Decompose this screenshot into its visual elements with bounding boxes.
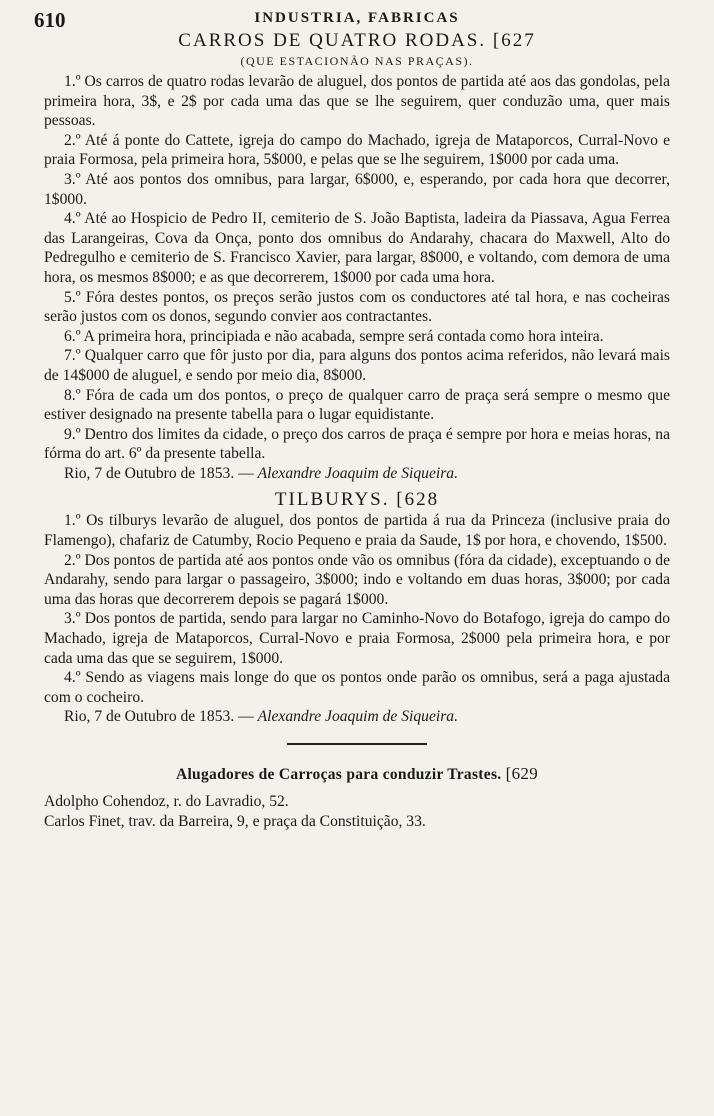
section-628-number: [628	[396, 489, 440, 511]
section-627-number: [627	[492, 30, 536, 51]
section-627-subtitle: (QUE ESTACIONÃO NAS PRAÇAS).	[240, 54, 474, 68]
paragraph-627-2: 2.º Até á ponte do Cattete, igreja do campo do Machado, igreja de Mataporcos, Curral-Novo e praia Formosa, pela primeira hora, 5$000, e pelas que se lhe seguirem, 1$000 por cada uma.	[44, 131, 670, 169]
running-head-title: INDUSTRIA, FABRICAS	[254, 10, 460, 26]
running-head	[34, 6, 670, 32]
signature-627	[44, 464, 670, 484]
section-628-title: TILBURYS.	[274, 489, 390, 511]
paragraph-628-4: 4.º Sendo as viagens mais longe do que os pontos onde parão os omnibus, será a paga ajustada com o cocheiro.	[44, 669, 670, 706]
paragraph-627-7: 7.º Qualquer carro que fôr justo por dia, para alguns dos pontos acima referidos, não levará mais de 14$000 de aluguel, e sendo por meio dia, 8$000.	[44, 347, 670, 384]
paragraph-627-4: 4.º Até ao Hospicio de Pedro II, cemiterio de S. João Baptista, ladeira da Piassava, Agua Ferrea das Larangeiras, Cova da Onça, ponto dos omnibus do Andarahy, chacara do Maxwell, Alto do Pedregulho e cemiterio de S. Francisco Xavier, para largar, 8$000, e voltando, com demora de uma hora, os mesmos 8$000; e as que decorrerem, 1$000 por cada uma hora.	[44, 210, 670, 286]
paragraph-628-2: 2.º Dos pontos de partida até aos pontos onde vão os omnibus (fóra da cidade), exceptuando o de Andarahy, sendo para largar o passageiro, 3$000; indo e voltando em duas horas, 3$000; por cada uma das horas que decorrerem depois se pagará 1$000.	[44, 551, 670, 608]
signature-628-name: Alexandre Joaquim de Siqueira.	[257, 708, 458, 726]
section-628-heading	[44, 489, 670, 511]
paragraph-627-8: 8.º Fóra de cada um dos pontos, o preço de qualquer carro de praça será sempre o mesmo que estiver designado na presente tabella para o lugar equidistante.	[44, 386, 670, 424]
paragraph-627-3: 3.º Até aos pontos dos omnibus, para largar, 6$000, e, esperando, por cada hora que decorrer, 1$000.	[44, 170, 670, 208]
section-divider	[287, 743, 427, 745]
section-627-heading	[44, 30, 670, 52]
paragraph-627-9: 9.º Dentro dos limites da cidade, o preço dos carros de praça é sempre por hora e meias horas, na fórma do art. 6º da presente tabella.	[44, 425, 670, 463]
section-627-title: CARROS DE QUATRO RODAS.	[178, 30, 487, 51]
paragraph-627-6: 6.º A primeira hora, principiada e não acabada, sempre será contada como hora inteira.	[64, 327, 604, 345]
paragraph-627-1: 1.º Os carros de quatro rodas levarão de aluguel, dos pontos de partida até aos das gondolas, pela primeira hora, 3$, e 2$ por cada uma das que se lhe seguirem, quer conduzão uma, quer mais pessoas.	[44, 73, 670, 130]
paragraph-628-3: 3.º Dos pontos de partida, sendo para largar no Caminho-Novo do Botafogo, igreja do campo do Machado, igreja de Mataporcos, Curral-Novo e praia Formosa, 2$000 pela primeira hora, e por cada uma das que se seguirem, 1$000.	[44, 610, 670, 667]
signature-628	[44, 707, 670, 727]
section-629-title: Alugadores de Carroças para conduzir Trastes.	[175, 766, 502, 783]
signature-628-date: Rio, 7 de Outubro de 1853. —	[64, 708, 254, 726]
signature-627-name: Alexandre Joaquim de Siqueira.	[257, 464, 458, 482]
paragraph-627-5: 5.º Fóra destes pontos, os preços serão justos com os conductores até tal hora, e nas cocheiras serão justos com os donos, segundo convier aos contractantes.	[44, 288, 670, 326]
paragraph-628-1: 1.º Os tilburys levarão de aluguel, dos pontos de partida á rua da Princeza (inclusive praia do Flamengo), chafariz de Catumby, Rocio Pequeno e praia da Saude, 1$ por hora, e chovendo, 1$500.	[44, 512, 670, 550]
listing-entry: Adolpho Cohendoz, r. do Lavradio, 52.	[44, 793, 289, 810]
page-number: 610	[34, 8, 66, 32]
section-629-heading	[44, 763, 670, 786]
signature-627-date: Rio, 7 de Outubro de 1853. —	[64, 464, 254, 482]
section-629-number: [629	[505, 764, 539, 783]
listing-entry: Carlos Finet, trav. da Barreira, 9, e praça da Constituição, 33.	[44, 813, 426, 830]
